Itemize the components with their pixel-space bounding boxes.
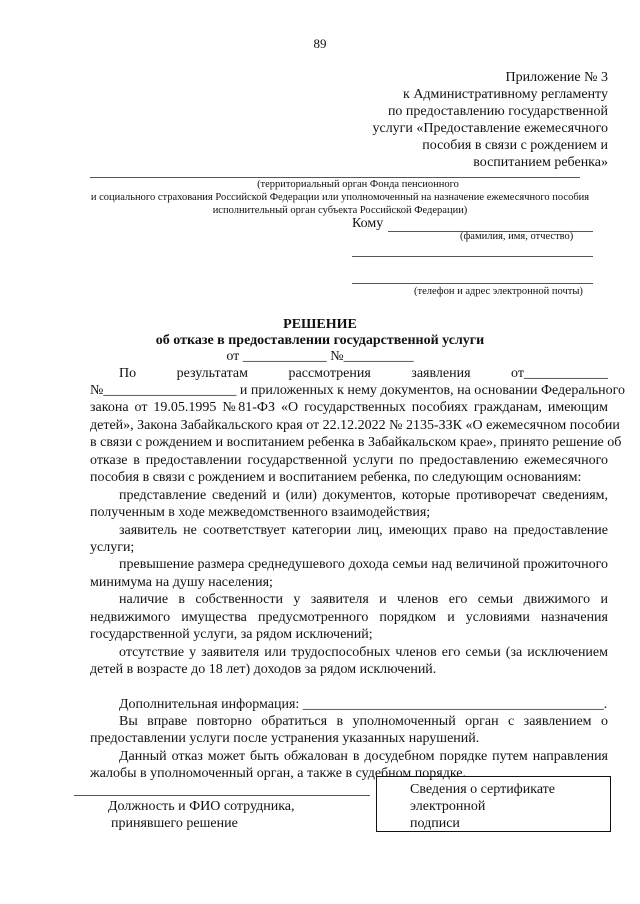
employee-caption-line: принявшего решение [111, 816, 238, 831]
reason-line: недвижимого имущества предусмотренного порядком и условиями назначения [90, 610, 608, 625]
recipient-name-caption: (фамилия, имя, отчество) [460, 231, 574, 242]
recipient-extra-line [352, 256, 593, 257]
appendix-line: по предоставлению государственной [387, 104, 608, 119]
appendix-line: услуги «Предоставление ежемесячного [372, 121, 608, 136]
decision-date-number: от ____________ №__________ [226, 349, 414, 364]
recipient-contact-caption: (телефон и адрес электронной почты) [414, 286, 583, 297]
recipient-contact-line [352, 283, 593, 284]
certificate-caption-line: электронной [410, 799, 486, 814]
authority-caption-line: и социального страхования Российской Федерации или уполномоченный на назначение ежемесячного пособия [90, 192, 590, 203]
reason-line: наличие в собственности у заявителя и членов его семьи движимого и [119, 592, 608, 607]
reason-line: отсутствие у заявителя или трудоспособных членов его семьи (за исключением [119, 645, 608, 660]
reason-line: государственной услуги, за рядом исключений; [90, 627, 373, 642]
appendix-header [372, 69, 608, 171]
body-line: отказе в предоставлении государственной услуги по предоставлению ежемесячного [90, 453, 608, 468]
certificate-caption-line: подписи [410, 816, 460, 831]
appendix-line: Приложение № 3 [505, 70, 608, 85]
employee-signature-line [74, 795, 370, 796]
reason-line: минимума на душу населения; [90, 575, 273, 590]
body-line: закона от 19.05.1995 №81-ФЗ «О государственных пособиях гражданам, имеющим [90, 400, 608, 415]
authority-caption-line: исполнительный орган субъекта Российской Федерации) [212, 205, 468, 216]
reapply-line: Вы вправе повторно обратиться в уполномоченный орган с заявлением о [119, 714, 608, 729]
reason-line: услуги; [90, 540, 135, 555]
employee-caption-line: Должность и ФИО сотрудника, [108, 799, 295, 814]
body-line: детей», Закона Забайкальского края от 22.12.2022 № 2135-ЗЗК «О ежемесячном пособии [90, 418, 620, 433]
body-line: в связи с рождением и воспитанием ребенка в Забайкальском крае», принято решение об [90, 435, 622, 450]
certificate-caption-line: Сведения о сертификате [410, 782, 556, 797]
body-line: пособия в связи с рождением и воспитанием ребенка, по следующим основаниям: [90, 470, 582, 485]
appeal-line: Данный отказ может быть обжалован в досудебном порядке путем направления [119, 749, 608, 764]
reason-line: детей в возрасте до 18 лет) доходов за рядом исключений. [90, 662, 437, 677]
authority-caption [40, 178, 640, 217]
additional-info: Дополнительная информация: ___________________________________________. [119, 697, 608, 712]
decision-subtitle: об отказе в предоставлении государственной услуги [155, 333, 485, 348]
body-line: №___________________ и приложенных к нему документов, на основании Федерального [90, 383, 625, 398]
reason-line: полученным в ходе межведомственного взаимодействия; [90, 505, 431, 520]
body-line: По результатам рассмотрения заявления от____________ [119, 366, 608, 381]
appendix-line: воспитанием ребенка» [473, 155, 608, 170]
authority-caption-line: (территориальный орган Фонда пенсионного [257, 179, 459, 190]
decision-title: РЕШЕНИЕ [283, 317, 357, 332]
appendix-line: пособия в связи с рождением и [422, 138, 608, 153]
appeal-line: жалобы в уполномоченный орган, а также в судебном порядке. [90, 766, 466, 781]
page-number: 89 [313, 36, 327, 51]
appendix-line: к Административному регламенту [403, 87, 608, 102]
recipient-to-label: Кому [352, 216, 384, 231]
reason-line: заявитель не соответствует категории лиц, имеющих право на предоставление [119, 523, 608, 538]
reapply-line: предоставлении услуги после устранения указанных нарушений. [90, 731, 480, 746]
reason-line: превышение размера среднедушевого дохода семьи над величиной прожиточного [119, 557, 608, 572]
reason-line: представление сведений и (или) документов, которые противоречат сведениям, [119, 488, 608, 503]
